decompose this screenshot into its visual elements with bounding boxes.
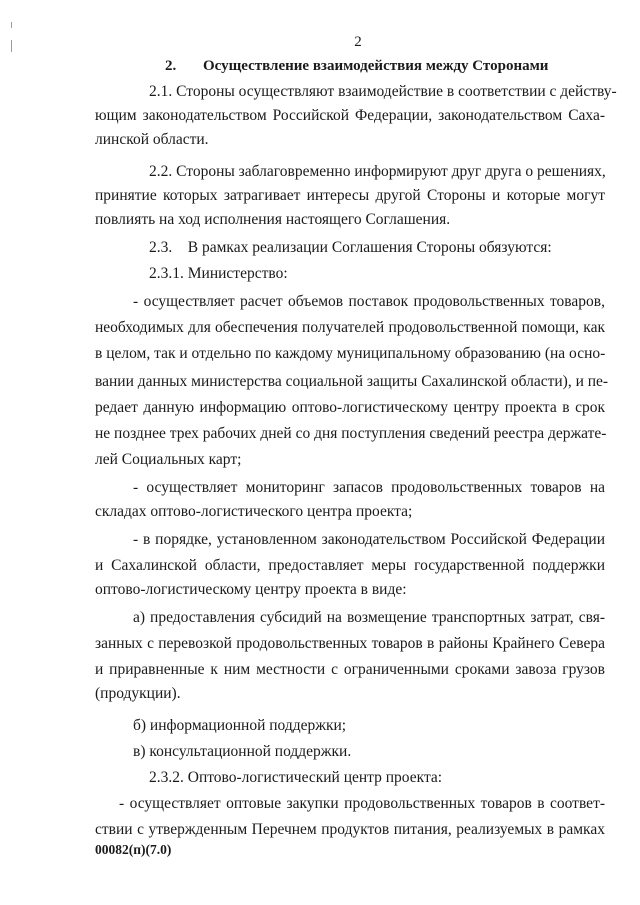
- text-line: 2.1. Стороны осуществляют взаимодействие в соответствии с действу-: [149, 83, 617, 100]
- text-line: необходимых для обеспечения получателей продовольственной помощи, как: [95, 319, 605, 336]
- text-line: линской области.: [95, 131, 209, 148]
- text-line: редает данную информацию оптово-логистическому центру проекта в срок: [95, 399, 605, 416]
- text-line: в) консультационной поддержки.: [133, 743, 352, 760]
- text-line: занных с перевозкой продовольственных товаров в районы Крайнего Севера: [95, 635, 605, 652]
- section-title: Осуществление взаимодействия между Сторонами: [203, 58, 549, 74]
- text-line: складах оптово-логистического центра проекта;: [95, 503, 413, 520]
- text-line: ющим законодательством Российской Федерации, законодательством Саха-: [95, 107, 605, 124]
- text-line: - осуществляет расчет объемов поставок продовольственных товаров,: [133, 293, 605, 310]
- page-number: 2: [354, 34, 362, 50]
- text-line: ствии с утвержденным Перечнем продуктов питания, реализуемых в рамках: [95, 821, 605, 838]
- text-line: повлиять на ход исполнения настоящего Соглашения.: [95, 211, 451, 228]
- text-line: не позднее трех рабочих дней со дня поступления сведений реестра держате-: [95, 425, 607, 442]
- text-line: вании данных министерства социальной защиты Сахалинской области), и пе-: [95, 373, 609, 390]
- text-line: 2.2. Стороны заблаговременно информируют друг друга о решениях,: [149, 163, 606, 180]
- text-line: - осуществляет мониторинг запасов продовольственных товаров на: [133, 479, 605, 496]
- text-line: и Сахалинской области, предоставляет меры государственной поддержки: [95, 557, 605, 574]
- section-heading: [165, 58, 548, 75]
- text-line: 2.3.2. Оптово-логистический центр проекта:: [149, 769, 443, 786]
- text-line: б) информационной поддержки;: [133, 717, 347, 734]
- document-code: 00082(п)(7.0): [95, 842, 172, 857]
- scan-artifact-mark: [11, 22, 12, 28]
- text-line: в целом, так и отдельно по каждому муниципальному образованию (на осно-: [95, 345, 606, 362]
- text-line: 2.3.1. Министерство:: [149, 265, 288, 282]
- text-line: - осуществляет оптовые закупки продовольственных товаров в соответ-: [119, 795, 605, 812]
- text-line: (продукции).: [95, 685, 181, 702]
- body-text: [95, 82, 617, 838]
- text-line: и приравненные к ним местности с ограниченными сроками завоза грузов: [95, 661, 605, 678]
- text-line: - в порядке, установленном законодательством Российской Федерации: [133, 531, 605, 548]
- text-line: лей Социальных карт;: [95, 451, 242, 468]
- section-number: 2.: [165, 58, 177, 74]
- text-line: а) предоставления субсидий на возмещение транспортных затрат, свя-: [133, 609, 605, 626]
- text-line: оптово-логистическому центру проекта в виде:: [95, 581, 407, 598]
- text-line: принятие которых затрагивает интересы другой Стороны и которые могут: [95, 187, 605, 204]
- text-line: 2.3. В рамках реализации Соглашения Стороны обязуются:: [149, 239, 552, 256]
